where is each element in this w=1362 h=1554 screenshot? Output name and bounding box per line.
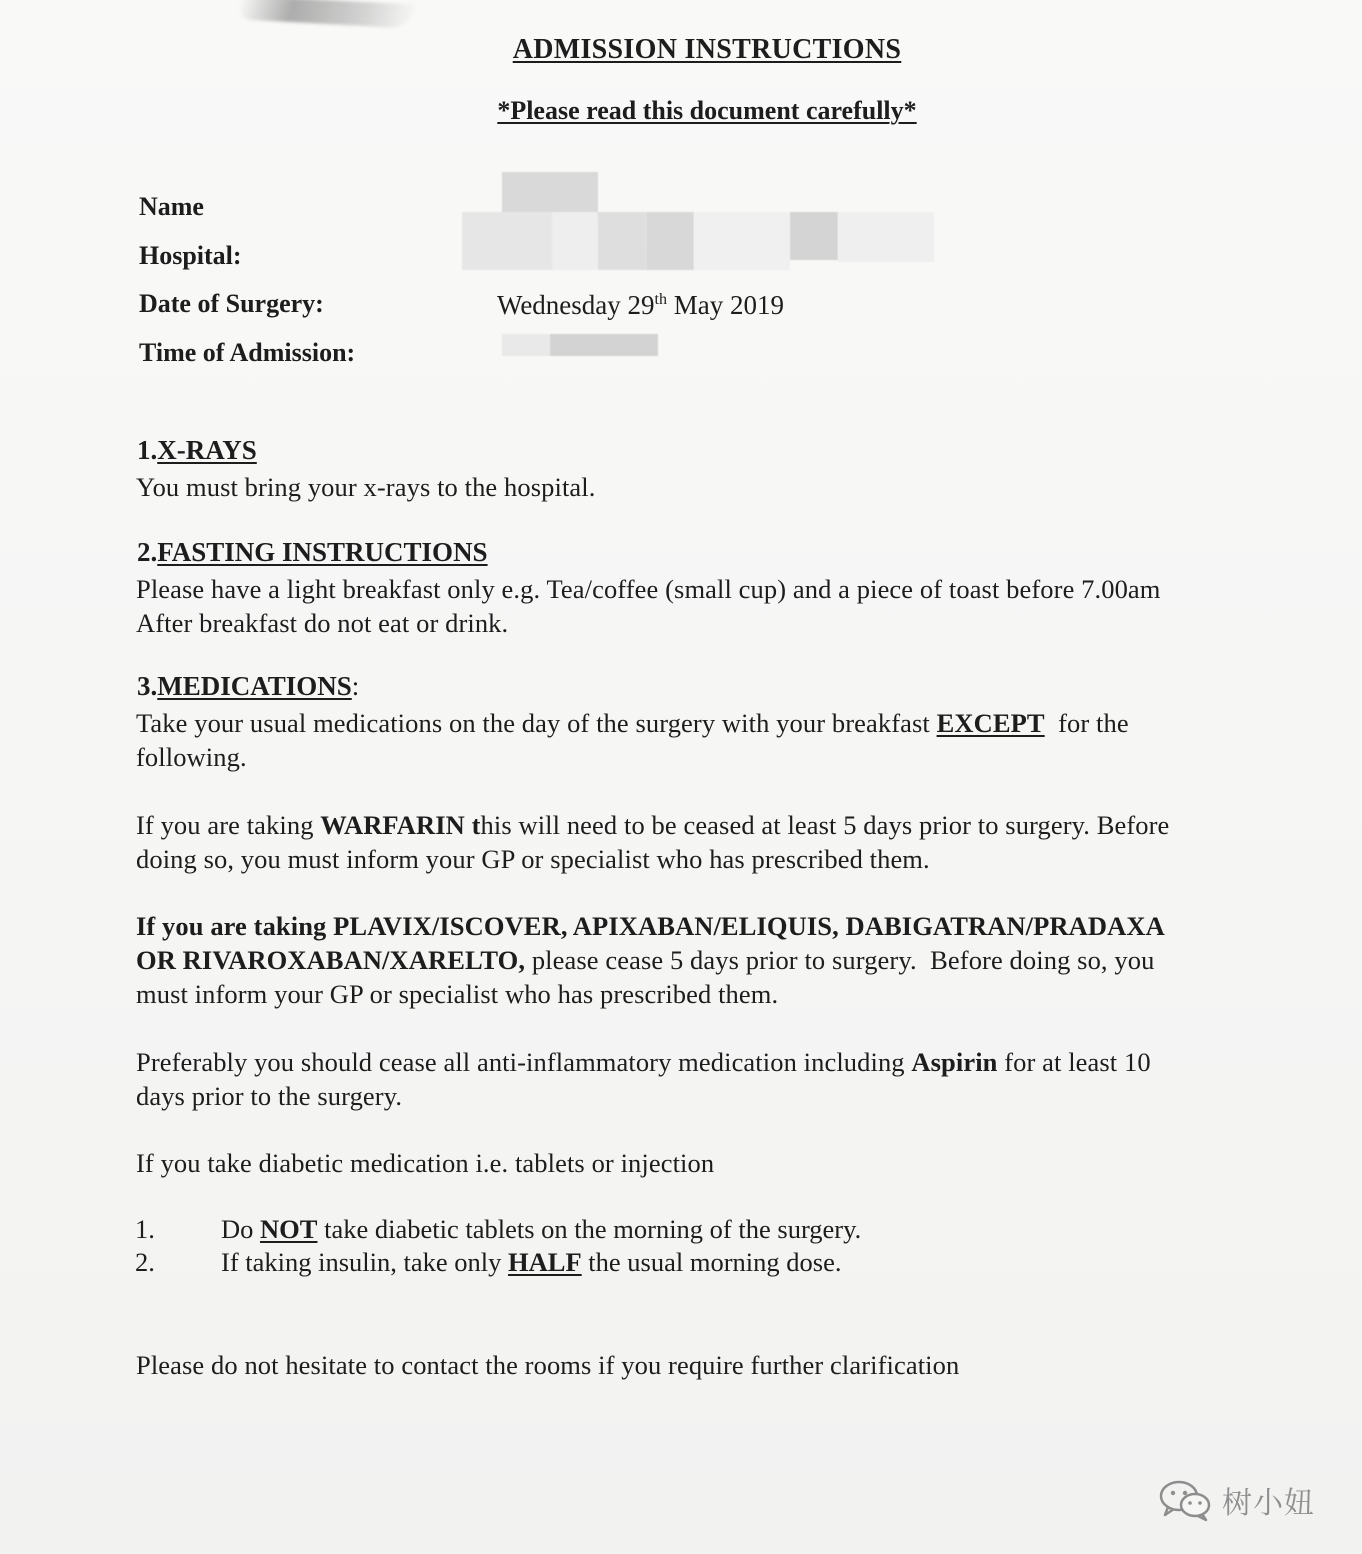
medications-intro-line-2: following. — [136, 742, 247, 772]
xrays-text: You must bring your x-rays to the hospital. — [136, 472, 596, 502]
date-of-surgery-label: Date of Surgery: — [139, 289, 324, 318]
section-fasting-heading: 2.FASTING INSTRUCTIONS — [137, 537, 488, 567]
wechat-icon — [1158, 1478, 1214, 1522]
redacted-hospital-block — [694, 212, 790, 270]
aspirin-line-2: days prior to the surgery. — [136, 1081, 403, 1111]
fasting-line-1: Please have a light breakfast only e.g. Tea/coffee (small cup) and a piece of toast before 7.00am — [136, 574, 1161, 604]
watermark — [1158, 1478, 1315, 1522]
list-item-text: Do NOT take diabetic tablets on the morning of the surgery. — [221, 1214, 862, 1244]
fasting-text — [136, 572, 1161, 640]
redacted-time-block — [502, 334, 550, 356]
warfarin-line-1: If you are taking WARFARIN this will need to be ceased at least 5 days prior to surgery. Before — [136, 810, 1170, 840]
scan-smudge — [239, 0, 415, 29]
anticoagulant-line-3: must inform your GP or specialist who has prescribed them. — [136, 979, 779, 1009]
redacted-hospital-block — [552, 212, 598, 270]
list-item-number: 1. — [135, 1214, 155, 1244]
redacted-hospital-block — [598, 212, 646, 270]
section-xrays-heading: 1.X-RAYS — [137, 435, 257, 465]
document-subtitle: *Please read this document carefully* — [497, 96, 917, 125]
medications-intro-line-1: Take your usual medications on the day of the surgery with your breakfast EXCEPT for the — [136, 708, 1129, 738]
aspirin-paragraph — [136, 1045, 1151, 1113]
redacted-hospital-block — [838, 212, 934, 262]
redacted-hospital-block — [790, 212, 838, 260]
list-item-number: 2. — [135, 1247, 155, 1277]
section-medications-heading: 3.MEDICATIONS: — [137, 671, 360, 701]
document-title: ADMISSION INSTRUCTIONS — [512, 34, 902, 65]
redacted-hospital-block — [646, 212, 694, 270]
anticoagulant-line-1: If you are taking PLAVIX/ISCOVER, APIXABAN/ELIQUIS, DABIGATRAN/PRADAXA — [136, 911, 1165, 941]
hospital-label: Hospital: — [139, 241, 242, 270]
redacted-time-block — [550, 334, 658, 356]
name-label: Name — [139, 192, 204, 221]
anticoagulant-line-2: OR RIVAROXABAN/XARELTO, please cease 5 days prior to surgery. Before doing so, you — [136, 945, 1155, 975]
closing-text: Please do not hesitate to contact the rooms if you require further clarification — [136, 1350, 960, 1380]
diabetic-intro: If you take diabetic medication i.e. tablets or injection — [136, 1148, 715, 1178]
watermark-text: 树小妞 — [1222, 1486, 1315, 1521]
aspirin-line-1: Preferably you should cease all anti-inflammatory medication including Aspirin for at least 10 — [136, 1047, 1151, 1077]
warfarin-line-2: doing so, you must inform your GP or specialist who has prescribed them. — [136, 844, 930, 874]
redacted-hospital-block — [462, 212, 554, 270]
warfarin-paragraph — [136, 808, 1169, 876]
date-of-surgery-value: Wednesday 29th May 2019 — [497, 290, 784, 320]
fasting-line-2: After breakfast do not eat or drink. — [136, 608, 509, 638]
medications-intro — [136, 706, 1129, 774]
anticoagulant-paragraph — [136, 909, 1165, 1011]
list-item-text: If taking insulin, take only HALF the usual morning dose. — [221, 1247, 842, 1277]
time-of-admission-label: Time of Admission: — [139, 338, 356, 367]
